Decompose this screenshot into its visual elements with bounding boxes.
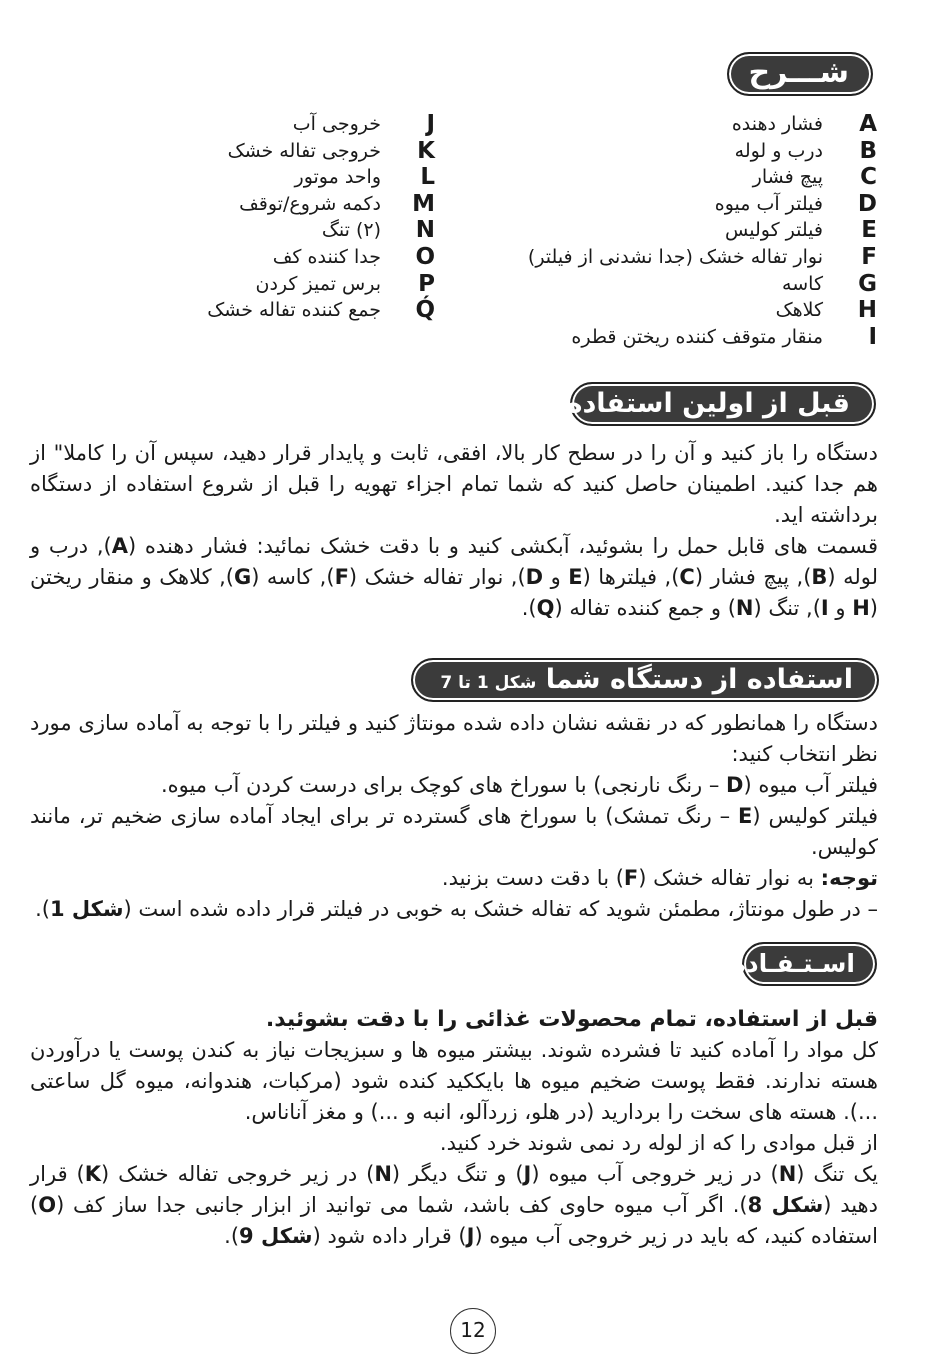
part-name: کلاهک bbox=[775, 299, 823, 322]
part-name: فیلتر کولیس bbox=[725, 219, 823, 242]
part-row bbox=[207, 297, 435, 324]
using-device-text bbox=[30, 708, 878, 925]
part-letter: A bbox=[859, 111, 877, 137]
part-letter: L bbox=[420, 164, 435, 191]
part-row bbox=[207, 271, 435, 298]
part-name: جمع کننده تفاله خشک bbox=[207, 299, 381, 322]
part-name: جدا کننده کف bbox=[272, 245, 381, 268]
part-row bbox=[207, 138, 435, 165]
usage-paragraph-2: از قبل موادی را که از لوله رد نمی شوند خرد کنید. bbox=[439, 1131, 878, 1155]
part-letter: I bbox=[868, 323, 877, 350]
using-device-paragraph: دستگاه را همانطور که در نقشه نشان داده شده مونتاژ کنید و فیلتر را با توجه به آماده سازی مورد نظر انتخاب کنید: bbox=[30, 711, 878, 766]
note-line: توجه: به نوار تفاله خشک (F) با دقت دست بزنید. bbox=[441, 866, 878, 890]
part-name: پیچ فشار bbox=[752, 166, 823, 189]
description-title: شـــرح bbox=[748, 55, 849, 90]
page-number: 12 bbox=[450, 1308, 496, 1354]
part-letter: O bbox=[415, 243, 435, 270]
usage-title: اسـتـفـاده bbox=[731, 949, 855, 978]
part-letter: G bbox=[858, 270, 877, 297]
part-row bbox=[528, 271, 877, 298]
using-device-heading bbox=[411, 658, 879, 702]
before-first-use-paragraph-2: قسمت های قابل حمل را بشوئید، آبکشی کنید و با دقت خشک نمائید: فشار دهنده (A), درب و لوله (B), پیچ فشار (C), فیلترها (E و D), نوار تفاله خشک (F), کاسه (G), کلاهک و منقار ریختن (H و I), تنگ (N) و جمع کننده تفاله (Q). bbox=[30, 534, 879, 620]
part-row bbox=[207, 111, 435, 138]
coulis-filter-item: فیلتر کولیس (E – رنگ تمشک) با سوراخ های گسترده تر برای ایجاد آماده سازی ضخیم تر، مانند کولیس. bbox=[30, 804, 879, 859]
part-name: دکمه شروع/توقف bbox=[239, 192, 381, 215]
part-row bbox=[207, 191, 435, 218]
part-name: کاسه bbox=[782, 272, 823, 295]
part-row bbox=[207, 217, 435, 244]
usage-heading bbox=[731, 942, 877, 986]
parts-list-left bbox=[207, 111, 435, 324]
part-letter: F bbox=[861, 243, 877, 270]
usage-paragraph-3: یک تنگ (N) در زیر خروجی آب میوه (J) و تنگ دیگر (N) در زیر خروجی تفاله خشک (K) قرار دهید (شکل 8). اگر آب میوه حاوی کف باشد، شما می توانید از ابزار جانبی جدا ساز کف (O) استفاده کنید، که باید در زیر خروجی آب میوه (J) قرار داده شود (شکل 9). bbox=[30, 1162, 878, 1248]
part-letter: J bbox=[426, 111, 435, 137]
part-name: برس تمیز کردن bbox=[255, 272, 381, 295]
part-name: فیلتر آب میوه bbox=[714, 192, 823, 215]
part-letter: K bbox=[417, 137, 435, 164]
part-letter: Q́ bbox=[415, 297, 435, 324]
part-name: خروجی آب bbox=[292, 113, 381, 135]
part-letter: D bbox=[857, 190, 877, 217]
part-letter: H bbox=[857, 297, 877, 324]
usage-lead: قبل از استفاده، تمام محصولات غذائی را با دقت بشوئید. bbox=[265, 1007, 878, 1032]
part-row bbox=[528, 138, 877, 165]
before-first-use-paragraph-1: دستگاه را باز کنید و آن را در سطح کار بالا، افقی، ثابت و پایدار قرار دهید، سپس آن را کاملا" از هم جدا کنید. اطمینان حاصل کنید که شما تمام اجزاء تهویه را قبل از شروع استفاده از دستگاه برداشته اید. bbox=[30, 441, 878, 527]
using-device-title: استفاده از دستگاه شما bbox=[545, 664, 853, 695]
part-name: منقار متوقف کننده ریختن قطره bbox=[571, 325, 823, 348]
part-name: واحد موتور bbox=[294, 166, 381, 189]
part-row bbox=[207, 244, 435, 271]
part-row bbox=[528, 111, 877, 138]
part-letter: C bbox=[860, 164, 877, 191]
usage-paragraph-1: کل مواد را آماده کنید تا فشرده شوند. بیشتر میوه ها و سبزیجات نیاز به کندن پوست یا درآوردن هسته ندارند. فقط پوست ضخیم میوه ها بایککید کنده شود (مرکبات، هندوانه، میوه گل ساعتی ...). هسته های سخت را بردارید (در هلو، زردآلو، انبه و ...) و مغز آناناس. bbox=[30, 1038, 878, 1124]
part-row bbox=[528, 297, 877, 324]
part-row bbox=[528, 191, 877, 218]
part-letter: B bbox=[859, 137, 877, 164]
part-row bbox=[528, 164, 877, 191]
juice-filter-item: فیلتر آب میوه (D – رنگ نارنجی) با سوراخ های کوچک برای درست کردن آب میوه. bbox=[160, 773, 878, 797]
description-heading bbox=[727, 52, 873, 96]
parts-list-right bbox=[528, 111, 877, 350]
before-first-use-title: قبل از اولین استفاده bbox=[566, 388, 850, 419]
assembly-note: – در طول مونتاژ، مطمئن شوید که تفاله خشک به خوبی در فیلتر قرار داده شده است (شکل 1). bbox=[35, 897, 878, 921]
part-letter: M bbox=[412, 190, 435, 217]
using-device-figure-ref: شکل 1 تا 7 bbox=[440, 673, 537, 693]
before-first-use-text bbox=[30, 438, 878, 624]
part-row bbox=[528, 217, 877, 244]
part-letter: P bbox=[418, 270, 435, 297]
part-name: درب و لوله bbox=[734, 139, 823, 162]
part-row bbox=[528, 324, 877, 351]
part-row bbox=[528, 244, 877, 271]
part-name: نوار تفاله خشک (جدا نشدنی از فیلتر) bbox=[527, 245, 823, 268]
usage-text bbox=[30, 1004, 878, 1252]
part-name: خروجی تفاله خشک bbox=[227, 139, 381, 162]
part-name: فشار دهنده bbox=[731, 113, 823, 135]
before-first-use-heading bbox=[566, 382, 876, 426]
part-row bbox=[207, 164, 435, 191]
part-letter: N bbox=[415, 217, 435, 244]
part-name: (۲) تنگ bbox=[321, 219, 381, 242]
part-letter: E bbox=[861, 217, 877, 244]
